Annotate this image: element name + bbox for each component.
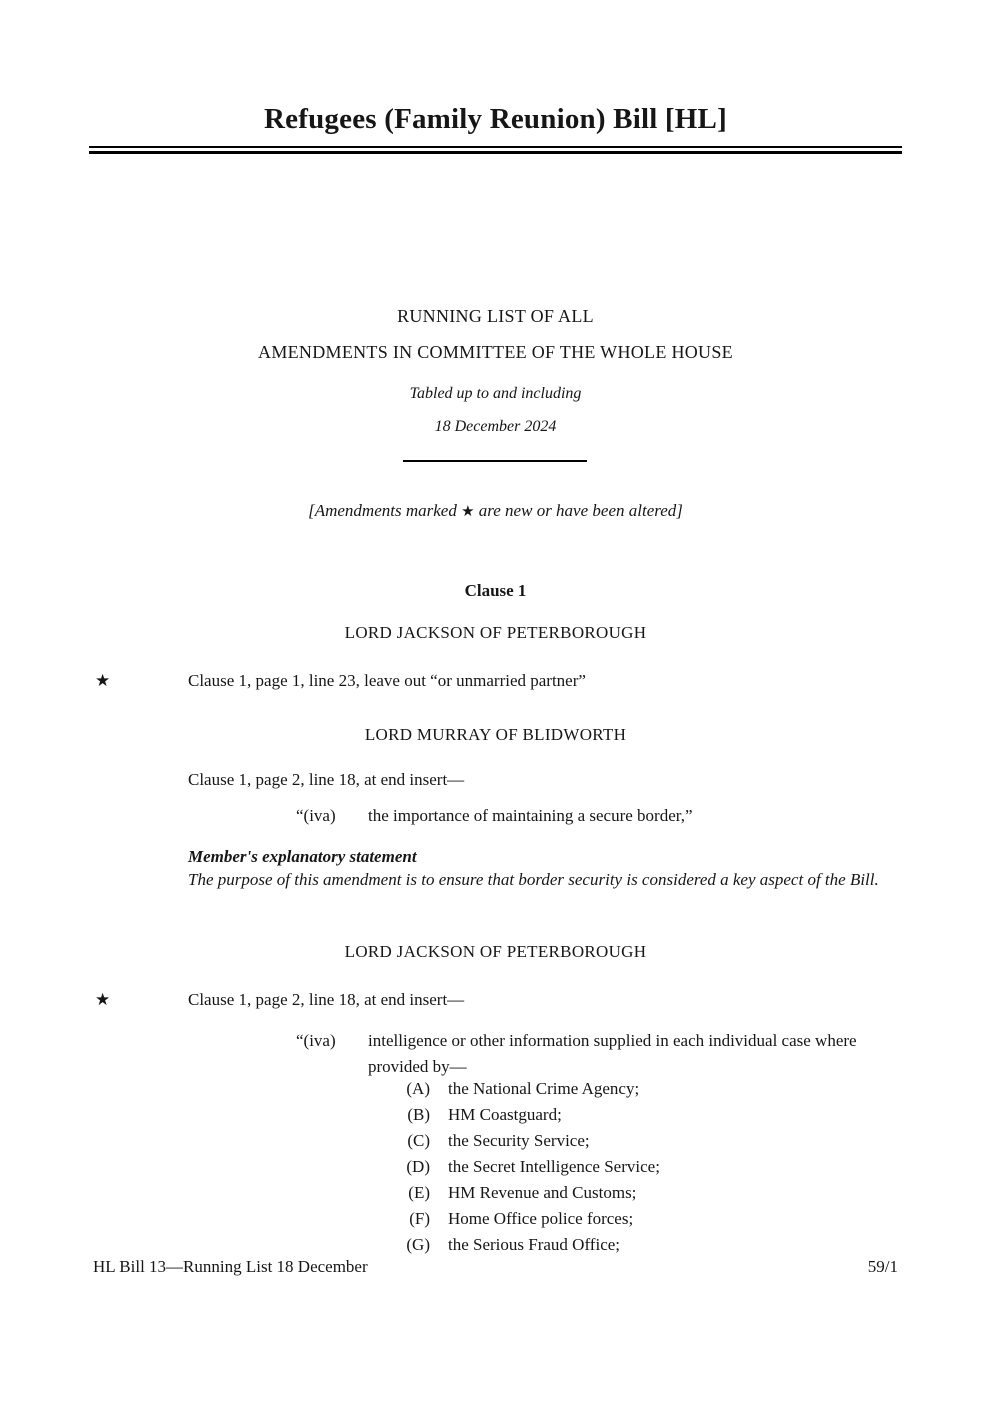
list-item xyxy=(368,1076,660,1102)
sub-item-text: the Secret Intelligence Service; xyxy=(448,1157,660,1176)
sponsor-name: LORD MURRAY OF BLIDWORTH xyxy=(364,725,627,744)
star-legend-suffix: are new or have been altered] xyxy=(474,501,683,520)
amendment-text: Clause 1, page 2, line 18, at end insert— xyxy=(188,770,465,789)
committee-heading: AMENDMENTS IN COMMITTEE OF THE WHOLE HOUSE xyxy=(258,342,733,362)
list-item xyxy=(368,1180,660,1206)
tabled-date: 18 December 2024 xyxy=(434,418,557,435)
sub-item-text: HM Coastguard; xyxy=(448,1105,562,1124)
list-item xyxy=(368,1102,660,1128)
sponsor-name: LORD JACKSON OF PETERBOROUGH xyxy=(344,942,647,961)
footer-page-number: 59/1 xyxy=(867,1257,898,1276)
sub-item-label: (E) xyxy=(408,1183,430,1202)
separator-rule xyxy=(403,460,587,462)
sub-item-text: HM Revenue and Customs; xyxy=(448,1183,637,1202)
list-item xyxy=(368,1154,660,1180)
star-legend xyxy=(0,501,991,521)
inserted-provision-text: the importance of maintaining a secure border,” xyxy=(368,806,693,825)
amendment-text: Clause 1, page 1, line 23, leave out “or unmarried partner” xyxy=(188,671,586,690)
running-list-heading: RUNNING LIST OF ALL xyxy=(397,306,594,326)
new-amendment-star-icon: ★ xyxy=(95,671,111,690)
sub-item-label: (C) xyxy=(407,1131,430,1150)
sponsor-name: LORD JACKSON OF PETERBOROUGH xyxy=(344,623,647,642)
sub-item-label: (F) xyxy=(409,1209,430,1228)
sub-item-text: the Serious Fraud Office; xyxy=(448,1235,621,1254)
star-icon: ★ xyxy=(461,504,475,520)
footer-bill-reference: HL Bill 13—Running List 18 December xyxy=(93,1257,368,1276)
explanatory-statement-heading: Member's explanatory statement xyxy=(188,847,417,866)
sub-item-text: the National Crime Agency; xyxy=(448,1079,640,1098)
sub-item-text: the Security Service; xyxy=(448,1131,590,1150)
tabled-note: Tabled up to and including xyxy=(409,385,582,402)
inserted-provision-label: “(iva) xyxy=(296,806,336,825)
agency-sub-list xyxy=(368,1076,660,1258)
list-item xyxy=(368,1206,660,1232)
sub-item-label: (D) xyxy=(406,1157,430,1176)
sub-item-text: Home Office police forces; xyxy=(448,1209,634,1228)
sub-item-label: (B) xyxy=(407,1105,430,1124)
title-double-rule xyxy=(89,146,902,154)
new-amendment-star-icon: ★ xyxy=(95,990,111,1009)
inserted-provision-label: “(iva) xyxy=(296,1031,336,1050)
star-legend-prefix: [Amendments marked xyxy=(308,501,462,520)
inserted-provision-text: intelligence or other information supplied in each individual case where provided by— xyxy=(368,1031,857,1076)
sub-item-label: (A) xyxy=(406,1079,430,1098)
sub-item-label: (G) xyxy=(406,1235,430,1254)
list-item xyxy=(368,1128,660,1154)
list-item xyxy=(368,1232,660,1258)
clause-heading: Clause 1 xyxy=(464,581,527,600)
amendment-text: Clause 1, page 2, line 18, at end insert— xyxy=(188,990,465,1009)
page-title: Refugees (Family Reunion) Bill [HL] xyxy=(264,103,727,135)
explanatory-statement-text: The purpose of this amendment is to ensure that border security is considered a key aspect of the Bill. xyxy=(188,870,879,889)
